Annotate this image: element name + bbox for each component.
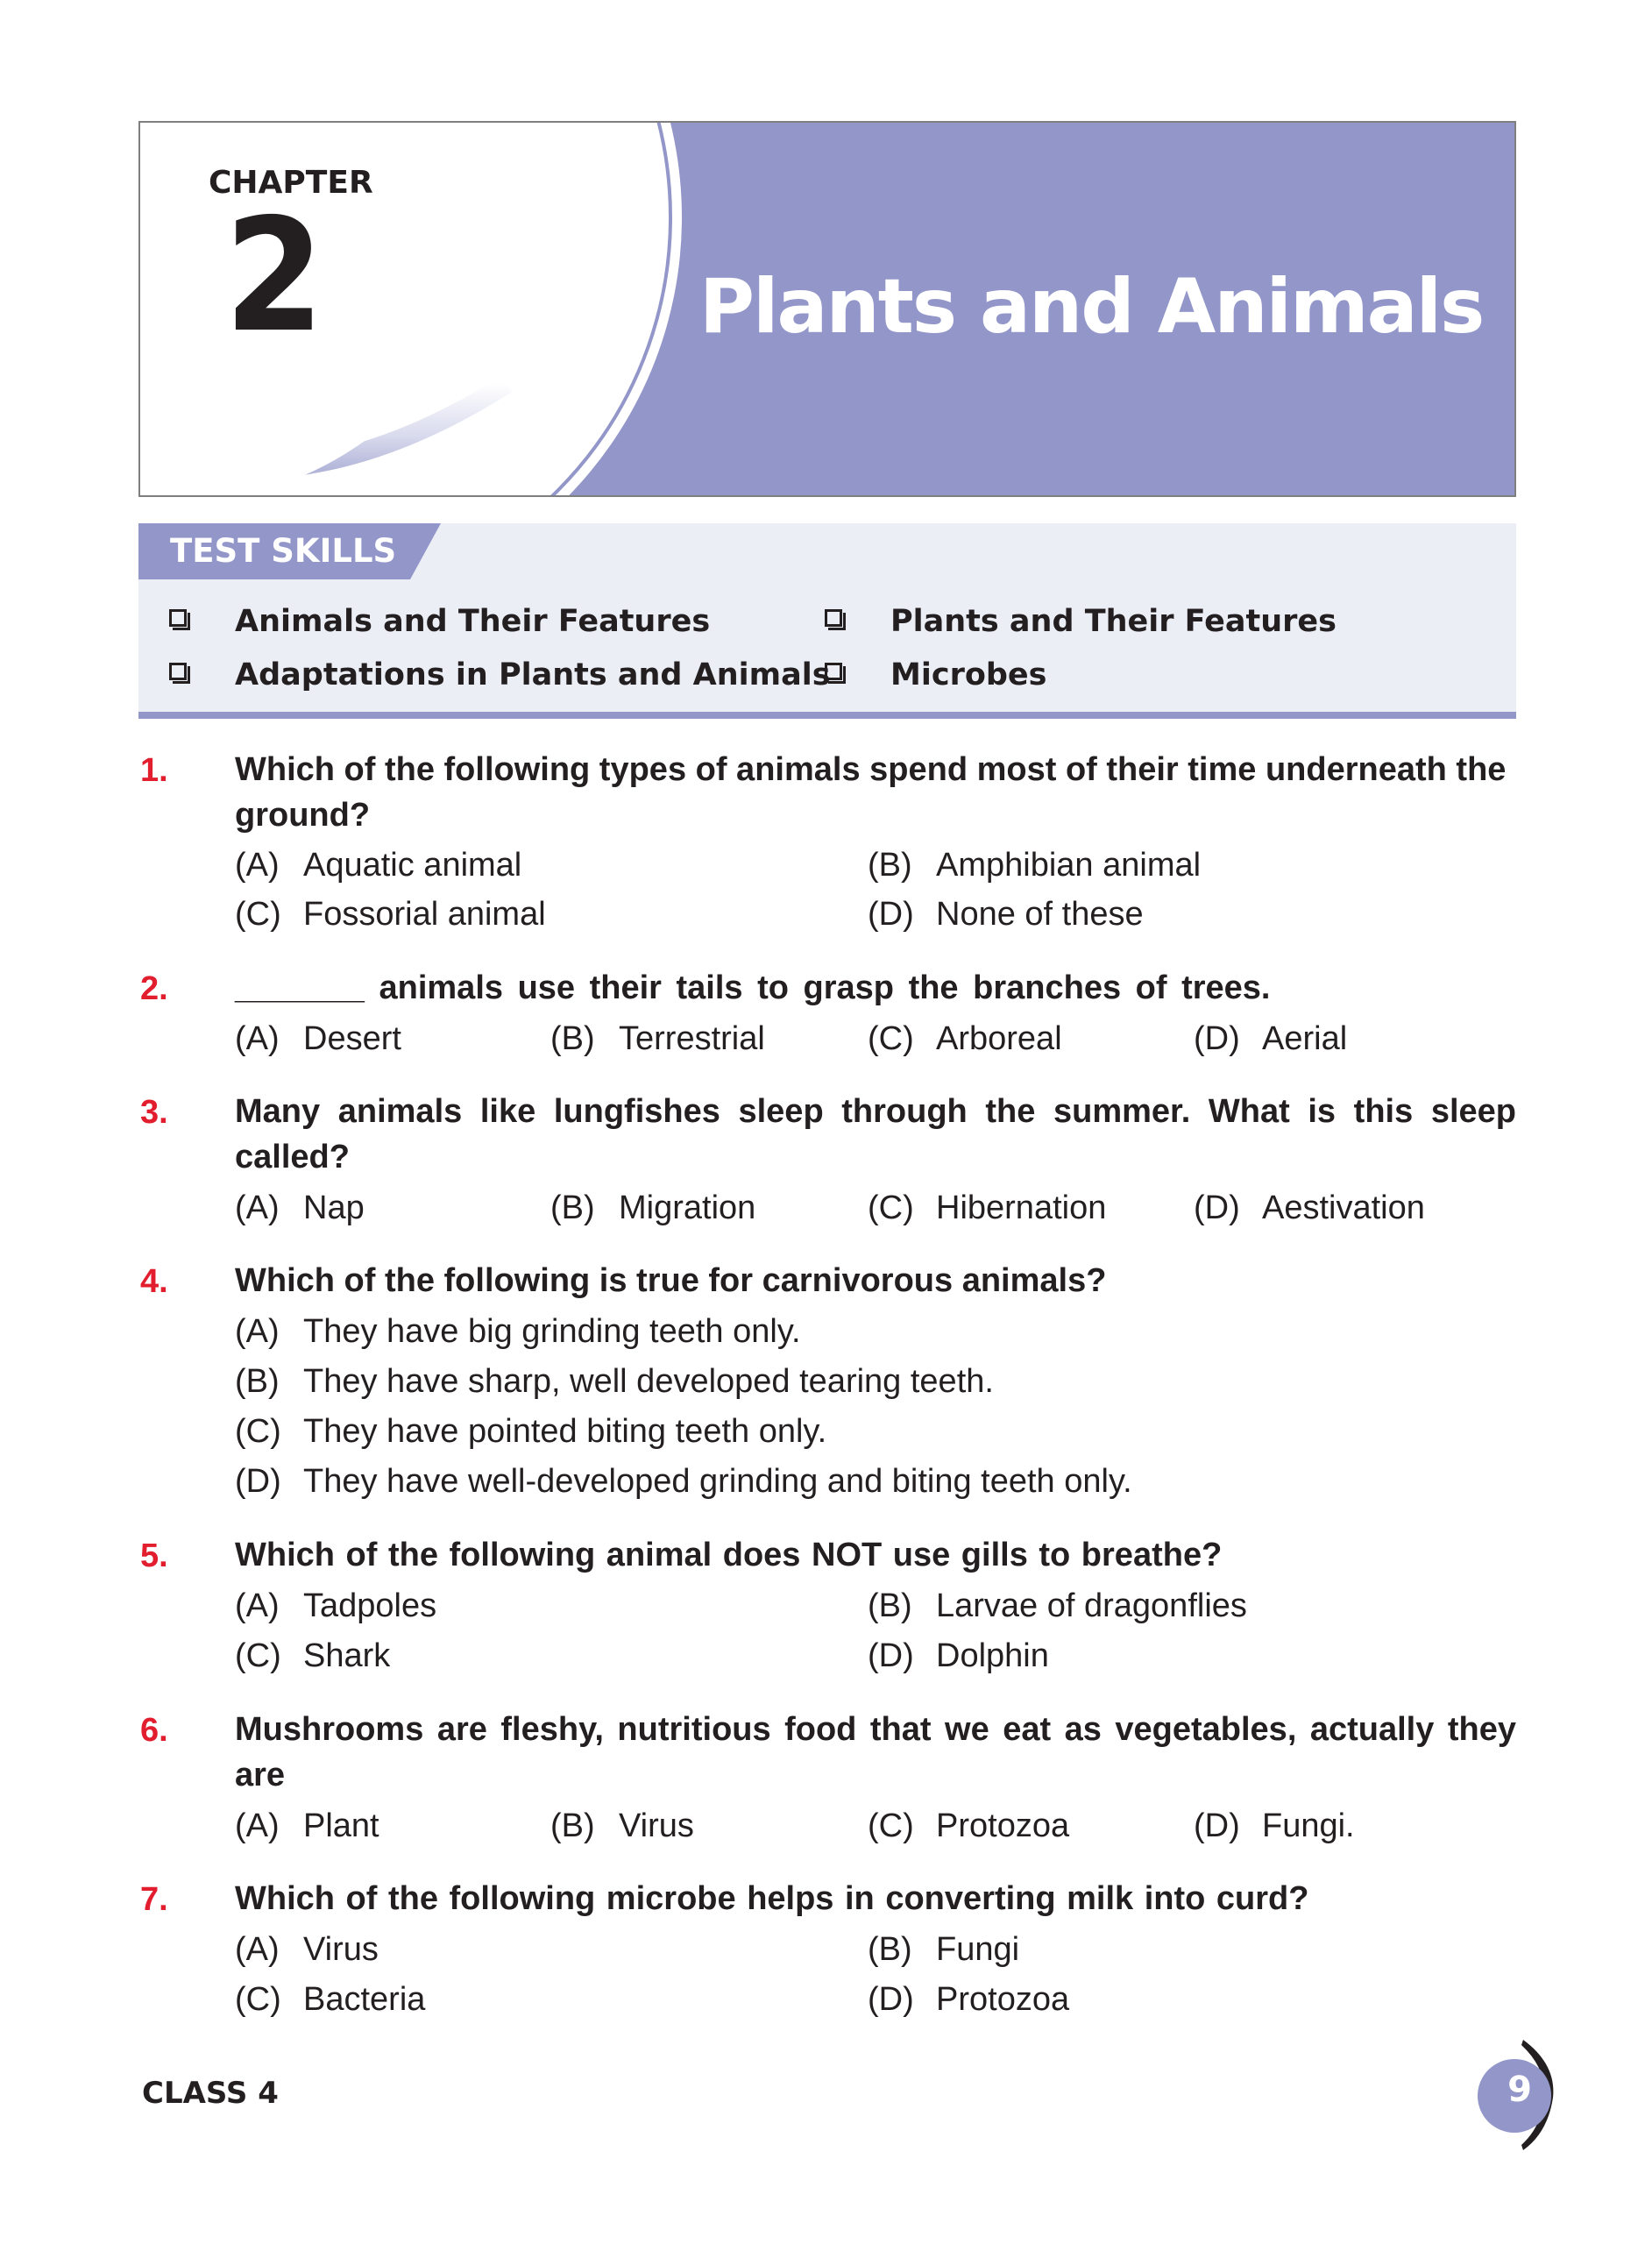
question-text: Which of the following animal does NOT use gills to breathe? [235, 1537, 1223, 1573]
option-label: (B) [235, 1363, 280, 1400]
skill-item [890, 604, 1336, 639]
option-d [1194, 1020, 1347, 1058]
skill-label: Adaptations in Plants and Animals [235, 657, 831, 692]
option-label: (D) [1194, 1020, 1240, 1057]
question-number: 2. [140, 970, 168, 1007]
question-number: 3. [140, 1094, 168, 1131]
option-text: Dolphin [936, 1637, 1049, 1674]
option-label: (A) [235, 1189, 280, 1226]
skill-label: Animals and Their Features [235, 604, 711, 639]
option-text: Aestivation [1262, 1189, 1425, 1226]
option-text: They have pointed biting teeth only. [303, 1413, 827, 1450]
option-label: (D) [235, 1463, 281, 1500]
option-c [868, 1020, 1062, 1058]
skill-item [235, 657, 831, 692]
test-skills-heading: TEST SKILLS [170, 532, 397, 570]
chapter-label: CHAPTER [209, 165, 373, 201]
option-label: (D) [1194, 1189, 1240, 1226]
option-text: They have sharp, well developed tearing teeth. [303, 1363, 994, 1400]
option-text: Terrestrial [619, 1020, 765, 1057]
option-text: Shark [303, 1637, 391, 1674]
option-text: Fossorial animal [303, 896, 546, 933]
option-label: (B) [550, 1020, 595, 1057]
option-label: (C) [235, 1637, 281, 1674]
option-label: (C) [235, 1981, 281, 2018]
option-b [868, 1587, 1247, 1625]
option-label: (C) [868, 1020, 914, 1057]
option-text: Aerial [1262, 1020, 1348, 1057]
option-text: Nap [303, 1189, 365, 1226]
skill-item [235, 604, 710, 639]
option-text: None of these [936, 896, 1144, 933]
option-a [235, 1807, 379, 1845]
option-a [235, 1313, 801, 1351]
option-label: (B) [868, 1587, 912, 1624]
test-skills-panel [138, 523, 1516, 718]
option-text: Fungi [936, 1931, 1020, 1968]
question-number: 1. [140, 752, 168, 789]
option-text: Bacteria [303, 1981, 426, 2018]
option-text: They have big grinding teeth only. [303, 1313, 801, 1350]
option-b [868, 847, 1201, 884]
option-label: (B) [868, 1931, 912, 1968]
option-d [868, 896, 1144, 934]
option-label: (A) [235, 1020, 280, 1057]
option-text: Arboreal [936, 1020, 1062, 1057]
option-label: (D) [868, 896, 914, 933]
option-b [550, 1807, 694, 1845]
question-text: Which of the following types of animals spend most of their time underneath the ground? [235, 751, 1507, 834]
option-a [235, 1587, 436, 1625]
question-number: 4. [140, 1263, 168, 1300]
footer-class-label: CLASS 4 [142, 2076, 279, 2111]
option-a [235, 1020, 401, 1058]
option-text: Desert [303, 1020, 401, 1057]
option-text: Amphibian animal [936, 847, 1202, 884]
option-d [868, 1637, 1049, 1675]
option-d [1194, 1807, 1355, 1845]
question-text: _______ animals use their tails to grasp the branches of trees. [235, 969, 1271, 1006]
option-text: Hibernation [936, 1189, 1107, 1226]
option-text: Virus [303, 1931, 379, 1968]
option-c [235, 1981, 425, 2019]
question-text: Which of the following microbe helps in converting milk into curd? [235, 1880, 1309, 1917]
option-label: (A) [235, 1313, 280, 1350]
checkbox-icon [169, 663, 187, 680]
checkbox-icon [825, 663, 842, 680]
option-label: (D) [868, 1981, 914, 2018]
option-label: (C) [868, 1807, 914, 1844]
option-text: Tadpoles [303, 1587, 437, 1624]
chapter-banner [138, 121, 1516, 497]
option-label: (A) [235, 1807, 280, 1844]
option-a [235, 1931, 379, 1969]
option-label: (A) [235, 1931, 280, 1968]
option-c [868, 1189, 1106, 1227]
option-label: (C) [235, 1413, 281, 1450]
option-text: They have well-developed grinding and biting teeth only. [303, 1463, 1132, 1500]
option-text: Plant [303, 1807, 379, 1844]
question-number: 5. [140, 1537, 168, 1574]
option-c [235, 1637, 390, 1675]
option-text: Fungi. [1262, 1807, 1355, 1844]
option-label: (A) [235, 847, 280, 884]
checkbox-icon [169, 609, 187, 627]
option-text: Virus [619, 1807, 694, 1844]
option-text: Aquatic animal [303, 847, 522, 884]
option-d [235, 1463, 1132, 1501]
option-a [235, 847, 521, 884]
option-text: Migration [619, 1189, 756, 1226]
checkbox-icon [825, 609, 842, 627]
option-label: (B) [550, 1807, 595, 1844]
skill-label: Plants and Their Features [890, 604, 1337, 639]
page-number: 9 [1507, 2070, 1532, 2110]
option-label: (B) [550, 1189, 595, 1226]
chapter-title: Plants and Animals [699, 263, 1484, 351]
option-b [868, 1931, 1019, 1969]
option-label: (B) [868, 847, 912, 884]
option-text: Protozoa [936, 1807, 1070, 1844]
option-b [235, 1363, 994, 1401]
question-text: Many animals like lungfishes sleep through the summer. What is this sleep called? [235, 1093, 1516, 1175]
option-c [235, 1413, 826, 1451]
option-text: Protozoa [936, 1981, 1070, 2018]
skill-label: Microbes [890, 657, 1047, 692]
chapter-number: 2 [224, 185, 324, 366]
option-label: (D) [1194, 1807, 1240, 1844]
option-label: (C) [868, 1189, 914, 1226]
question-text: Mushrooms are fleshy, nutritious food that we eat as vegetables, actually they are [235, 1711, 1516, 1793]
skills-divider [138, 712, 1516, 719]
option-text: Larvae of dragonflies [936, 1587, 1247, 1624]
skill-item [890, 657, 1047, 692]
option-d [868, 1981, 1069, 2019]
option-a [235, 1189, 365, 1227]
question-number: 6. [140, 1712, 168, 1749]
option-label: (A) [235, 1587, 280, 1624]
question-number: 7. [140, 1881, 168, 1918]
option-c [235, 896, 546, 934]
option-c [868, 1807, 1069, 1845]
option-d [1194, 1189, 1425, 1227]
question-text: Which of the following is true for carnivorous animals? [235, 1262, 1107, 1299]
option-label: (C) [235, 896, 281, 933]
option-b [550, 1020, 765, 1058]
option-label: (D) [868, 1637, 914, 1674]
option-b [550, 1189, 755, 1227]
